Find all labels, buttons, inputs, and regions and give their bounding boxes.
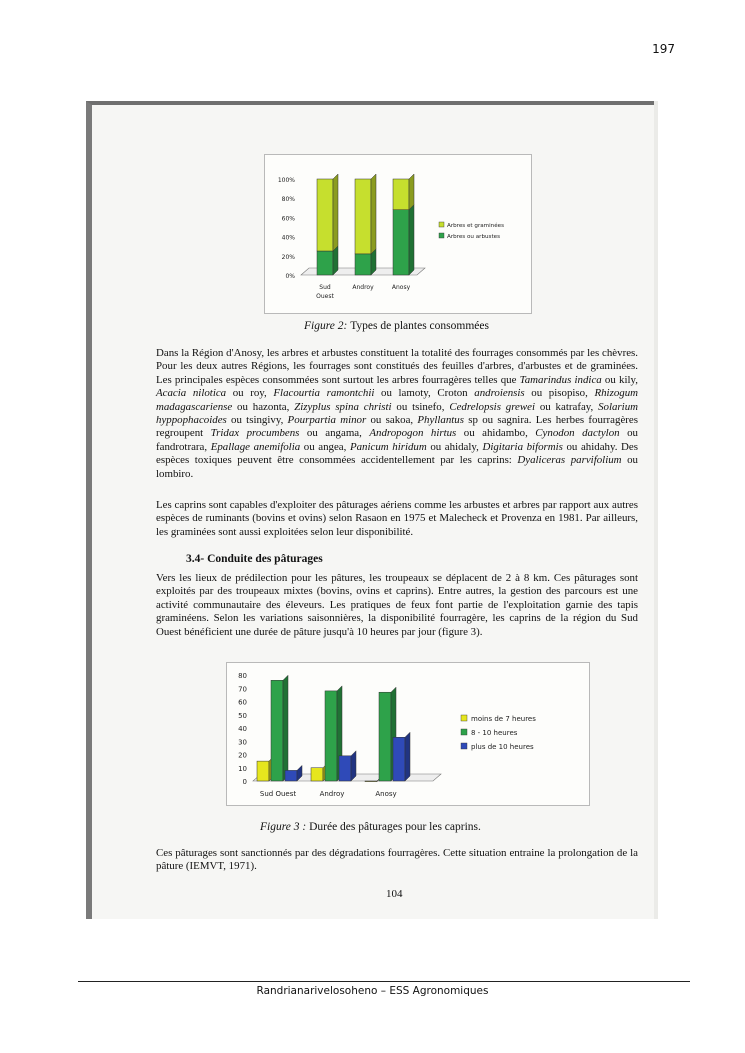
y-tick-label: 0% <box>285 273 295 280</box>
grouped-bar-chart <box>227 663 589 805</box>
bar-plus-de-10-heures <box>339 756 351 781</box>
y-tick-label: 80% <box>281 196 295 204</box>
figure-2-caption <box>304 320 489 332</box>
y-tick-label: 40% <box>281 234 295 242</box>
paragraph-caprins: Les caprins sont capables d'exploiter des pâturages aériens comme les arbustes et arbres par rapport aux autres espèces de ruminants (bovins et ovins) selon Rasaon en 1975 et Malecheck et Provenza en 1981. Par ailleurs, les graminées sont aussi exploitées selon leur disponibilité. <box>156 499 638 538</box>
y-tick-label: 40 <box>238 725 247 733</box>
legend-label: plus de 10 heures <box>471 743 534 751</box>
paragraph-plants: Dans la Région d'Anosy, les arbres et arbustes constituent la totalité des fourrages consommés par les chèvres. Pour les deux autres Régions, les fourrages sont constitués des feuilles d'arbres, d'arbustes et de graminées. Les principales espèces consommées sont surtout les arbres fourragères telles que Tamarindus indica ou kily, Acacia nilotica ou roy, Flacourtia ramontchii ou lamoty, Croton androiensis ou pisopiso, Rhizogum madagascariense ou hazonta, Zizyplus spina christi ou tsinefo, Cedrelopsis grewei ou katrafay, Solarium hyppophacoides ou tsingivy, Pourpartia minor ou sakoa, Phyllantus sp ou sagnira. Les herbes fourragères regroupent Tridax procumbens ou angama, Andropogon hirtus ou ahidambo, Cynodon dactylon ou fandrotrara, Epallage anemifolia ou angea, Panicum hiridum ou ahidaly, Digitaria biformis ou ahidahy. Des espèces toxiques peuvent être consommées accidentellement par les caprins: Dyaliceras parvifolium ou lombiro. <box>156 347 639 480</box>
x-tick-label: Ouest <box>316 293 334 300</box>
bar-arbres-et-graminées <box>393 179 409 210</box>
legend-label: Arbres et graminées <box>447 223 505 229</box>
figure-2-caption-text: Types de plantes consommées <box>350 320 489 332</box>
bar-arbres-et-graminées <box>355 179 371 254</box>
x-tick-label: Androy <box>319 790 345 798</box>
legend-swatch <box>439 233 444 238</box>
figure-2-caption-label: Figure 2: <box>304 320 348 332</box>
page-number: 197 <box>652 42 675 56</box>
bar-moins-de-7-heures <box>365 781 377 782</box>
x-tick-label: Sud <box>319 284 331 291</box>
bar-plus-de-10-heures <box>393 737 405 781</box>
figure-3-caption-text: Durée des pâturages pour les caprins. <box>309 821 481 833</box>
y-tick-label: 100% <box>277 177 295 184</box>
stacked-bar-chart <box>265 155 531 313</box>
y-tick-label: 20 <box>238 751 247 760</box>
inner-page-number: 104 <box>386 888 403 900</box>
bar-arbres-ou-arbustes-side <box>409 205 414 275</box>
x-tick-label: Anosy <box>375 790 397 798</box>
y-tick-label: 0 <box>242 778 247 786</box>
bar-moins-de-7-heures <box>257 761 269 781</box>
paragraph-paturages: Vers les lieux de prédilection pour les pâtures, les troupeaux se déplacent de 2 à 8 km. Ces pâturages sont exploités par des troupeaux mixtes (bovins, ovins et caprins). Entre autres, la gestion des parcours est une activité communautaire des éleveurs. Les pratiques de feux font partie de l'exploitation garnie des tapis graminéens. Selon les variations saisonnières, la disponibilité fourragère, les caprins de la région du Sud Ouest bénéficient une durée de pâture jusqu'à 10 heures par jour (figure 3). <box>156 572 638 638</box>
bar-8---10-heures-side <box>283 675 288 781</box>
legend-swatch <box>461 729 467 735</box>
scan-edge <box>654 101 658 919</box>
legend-swatch <box>439 222 444 227</box>
bar-arbres-ou-arbustes <box>393 210 409 275</box>
bar-8---10-heures <box>325 691 337 781</box>
legend-label: Arbres ou arbustes <box>447 234 501 240</box>
bar-plus-de-10-heures <box>285 770 297 781</box>
figure-3-caption <box>260 821 481 833</box>
bar-arbres-et-graminées-side <box>371 174 376 254</box>
bar-plus-de-10-heures-side <box>405 732 410 781</box>
x-tick-label: Sud Ouest <box>259 790 297 798</box>
legend-label: 8 - 10 heures <box>471 729 518 737</box>
legend-swatch <box>461 715 467 721</box>
figure-3-chart <box>226 662 590 806</box>
figure-3-caption-label: Figure 3 : <box>260 821 307 833</box>
section-heading: 3.4- Conduite des pâturages <box>186 553 323 565</box>
bar-8---10-heures <box>379 692 391 781</box>
legend-swatch <box>461 743 467 749</box>
bar-8---10-heures <box>271 680 283 781</box>
bar-arbres-et-graminées-side <box>409 174 414 210</box>
bar-arbres-ou-arbustes <box>317 251 333 275</box>
y-tick-label: 50 <box>238 711 247 720</box>
y-tick-label: 10 <box>238 764 247 773</box>
y-tick-label: 60 <box>238 698 247 707</box>
bar-arbres-ou-arbustes <box>355 254 371 275</box>
y-tick-label: 80 <box>238 672 247 680</box>
y-tick-label: 20% <box>281 253 295 261</box>
legend-label: moins de 7 heures <box>471 715 536 723</box>
y-tick-label: 60% <box>281 215 295 223</box>
bar-plus-de-10-heures-side <box>351 751 356 781</box>
y-tick-label: 70 <box>238 685 247 694</box>
x-tick-label: Anosy <box>391 284 411 291</box>
bar-arbres-et-graminées-side <box>333 174 338 251</box>
footer-rule <box>78 981 690 982</box>
footer-text: Randrianarivelosoheno – ESS Agronomiques <box>256 985 489 997</box>
bar-moins-de-7-heures <box>311 768 323 781</box>
figure-2-chart <box>264 154 532 314</box>
y-tick-label: 30 <box>238 738 247 747</box>
bar-arbres-et-graminées <box>317 179 333 251</box>
paragraph-degradations: Ces pâturages sont sanctionnés par des dégradations fourragères. Cette situation entraine la prolongation de la pâture (IEMVT, 1971). <box>156 847 638 873</box>
x-tick-label: Androy <box>352 284 374 291</box>
